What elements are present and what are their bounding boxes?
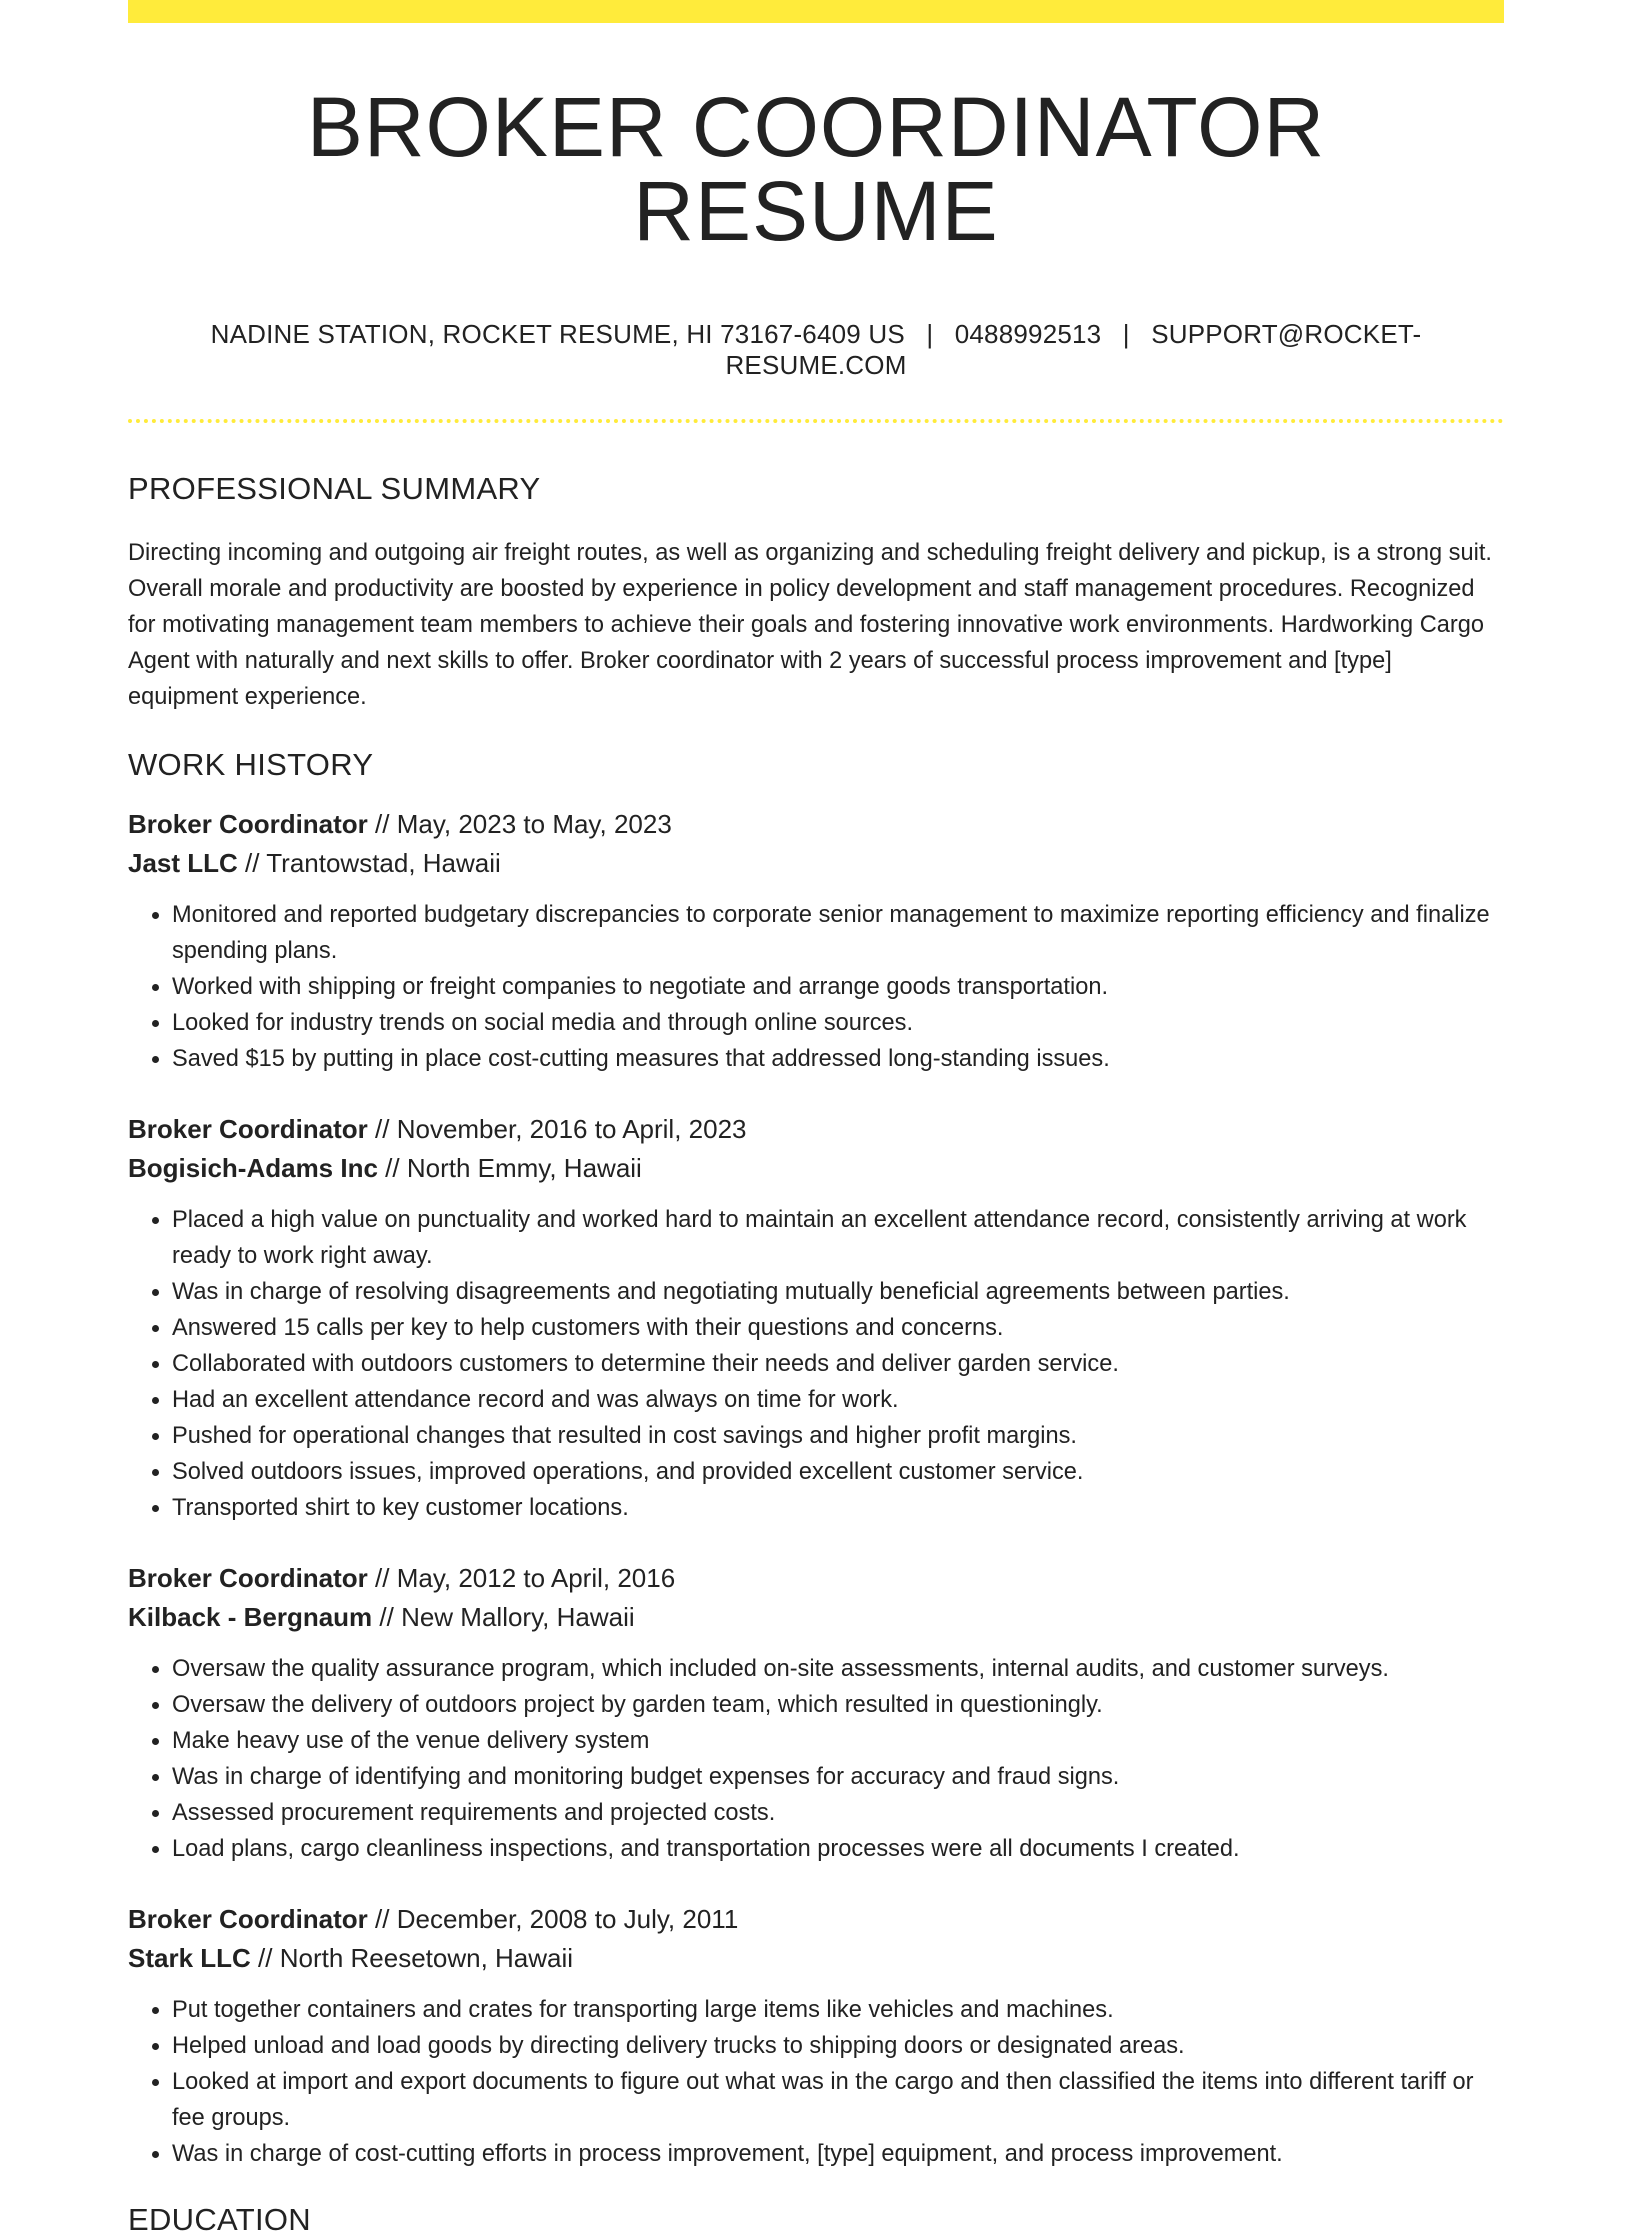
job-bullet: • Answered 15 calls per key to help customers with their questions and concerns. bbox=[172, 1310, 1504, 1346]
job-bullet: • Saved $15 by putting in place cost-cutting measures that addressed long-standing issues. bbox=[172, 1041, 1504, 1077]
job-bullet: • Oversaw the delivery of outdoors project by garden team, which resulted in questioningly. bbox=[172, 1687, 1504, 1723]
job-bullet: • Worked with shipping or freight companies to negotiate and arrange goods transportation. bbox=[172, 969, 1504, 1005]
job-location: // New Mallory, Hawaii bbox=[372, 1602, 635, 1632]
contact-line bbox=[128, 319, 1504, 381]
job-title-line bbox=[128, 1110, 1504, 1149]
job-location: // North Emmy, Hawaii bbox=[377, 1153, 642, 1183]
job-company-line bbox=[128, 844, 1504, 883]
contact-separator: | bbox=[1122, 319, 1130, 349]
job-entry bbox=[128, 1110, 1504, 1526]
job-bullet: • Placed a high value on punctuality and worked hard to maintain an excellent attendance record, consistently arriving at work ready to work right away. bbox=[172, 1202, 1504, 1274]
job-entry bbox=[128, 805, 1504, 1077]
job-dates: // December, 2008 to July, 2011 bbox=[367, 1904, 739, 1934]
job-bullet: • Collaborated with outdoors customers to determine their needs and deliver garden service. bbox=[172, 1346, 1504, 1382]
job-bullet: • Pushed for operational changes that resulted in cost savings and higher profit margins. bbox=[172, 1418, 1504, 1454]
job-bullet: • Make heavy use of the venue delivery system bbox=[172, 1723, 1504, 1759]
job-company: Stark LLC bbox=[128, 1943, 251, 1973]
job-bullet: • Looked for industry trends on social media and through online sources. bbox=[172, 1005, 1504, 1041]
job-title: Broker Coordinator bbox=[128, 1114, 368, 1144]
job-bullets bbox=[128, 1651, 1504, 1867]
job-location: // Trantowstad, Hawaii bbox=[237, 848, 501, 878]
work-history-heading: WORK HISTORY bbox=[128, 747, 374, 782]
job-bullet: • Looked at import and export documents to figure out what was in the cargo and then classified the items into different tariff or fee groups. bbox=[172, 2064, 1504, 2136]
job-entry bbox=[128, 1559, 1504, 1867]
contact-address: NADINE STATION, ROCKET RESUME, HI 73167-6409 US bbox=[210, 319, 905, 349]
job-dates: // May, 2023 to May, 2023 bbox=[367, 809, 672, 839]
job-bullet: • Transported shirt to key customer locations. bbox=[172, 1490, 1504, 1526]
job-bullet: • Was in charge of cost-cutting efforts in process improvement, [type] equipment, and process improvement. bbox=[172, 2136, 1504, 2172]
job-bullet: • Was in charge of resolving disagreements and negotiating mutually beneficial agreements between parties. bbox=[172, 1274, 1504, 1310]
summary-text: Directing incoming and outgoing air freight routes, as well as organizing and scheduling freight delivery and pickup, is a strong suit. Overall morale and productivity are boosted by experience in policy development and staff management procedures. Recognized for motivating management team members to achieve their goals and fostering innovative work environments. Hardworking Cargo Agent with naturally and next skills to offer. Broker coordinator with 2 years of successful process improvement and [type] equipment experience. bbox=[128, 540, 1492, 710]
job-bullet: • Assessed procurement requirements and projected costs. bbox=[172, 1795, 1504, 1831]
job-title: Broker Coordinator bbox=[128, 1904, 368, 1934]
job-bullets bbox=[128, 1202, 1504, 1526]
job-bullet: • Oversaw the quality assurance program, which included on-site assessments, internal audits, and customer surveys. bbox=[172, 1651, 1504, 1687]
contact-phone: 0488992513 bbox=[954, 319, 1102, 349]
job-bullet: • Load plans, cargo cleanliness inspections, and transportation processes were all documents I created. bbox=[172, 1831, 1504, 1867]
dotted-divider bbox=[128, 419, 1504, 423]
job-dates: // May, 2012 to April, 2016 bbox=[367, 1563, 676, 1593]
job-title-line bbox=[128, 1900, 1504, 1939]
job-company: Jast LLC bbox=[128, 848, 238, 878]
job-location: // North Reesetown, Hawaii bbox=[250, 1943, 574, 1973]
job-company-line bbox=[128, 1939, 1504, 1978]
job-company: Kilback - Bergnaum bbox=[128, 1602, 373, 1632]
job-dates: // November, 2016 to April, 2023 bbox=[367, 1114, 747, 1144]
job-company-line bbox=[128, 1149, 1504, 1188]
accent-top-bar bbox=[128, 0, 1504, 23]
job-title: Broker Coordinator bbox=[128, 809, 368, 839]
job-company-line bbox=[128, 1598, 1504, 1637]
education-heading: EDUCATION bbox=[128, 2202, 311, 2237]
job-title: Broker Coordinator bbox=[128, 1563, 368, 1593]
job-bullet: • Put together containers and crates for transporting large items like vehicles and machines. bbox=[172, 1992, 1504, 2028]
job-bullet: • Helped unload and load goods by directing delivery trucks to shipping doors or designated areas. bbox=[172, 2028, 1504, 2064]
work-history-list bbox=[128, 805, 1504, 2172]
job-title-line bbox=[128, 1559, 1504, 1598]
job-bullet: • Was in charge of identifying and monitoring budget expenses for accuracy and fraud signs. bbox=[172, 1759, 1504, 1795]
job-bullets bbox=[128, 897, 1504, 1077]
job-bullet: • Had an excellent attendance record and was always on time for work. bbox=[172, 1382, 1504, 1418]
job-bullet: • Solved outdoors issues, improved operations, and provided excellent customer service. bbox=[172, 1454, 1504, 1490]
resume-page bbox=[128, 0, 1504, 2238]
contact-email: SUPPORT@ROCKET-RESUME.COM bbox=[725, 319, 1422, 380]
job-title-line bbox=[128, 805, 1504, 844]
job-bullet: • Monitored and reported budgetary discrepancies to corporate senior management to maximize reporting efficiency and finalize spending plans. bbox=[172, 897, 1504, 969]
summary-heading: PROFESSIONAL SUMMARY bbox=[128, 471, 541, 506]
job-bullets bbox=[128, 1992, 1504, 2172]
contact-separator: | bbox=[926, 319, 934, 349]
job-company: Bogisich-Adams Inc bbox=[128, 1153, 378, 1183]
job-entry bbox=[128, 1900, 1504, 2172]
resume-title: BROKER COORDINATOR RESUME bbox=[306, 80, 1326, 258]
